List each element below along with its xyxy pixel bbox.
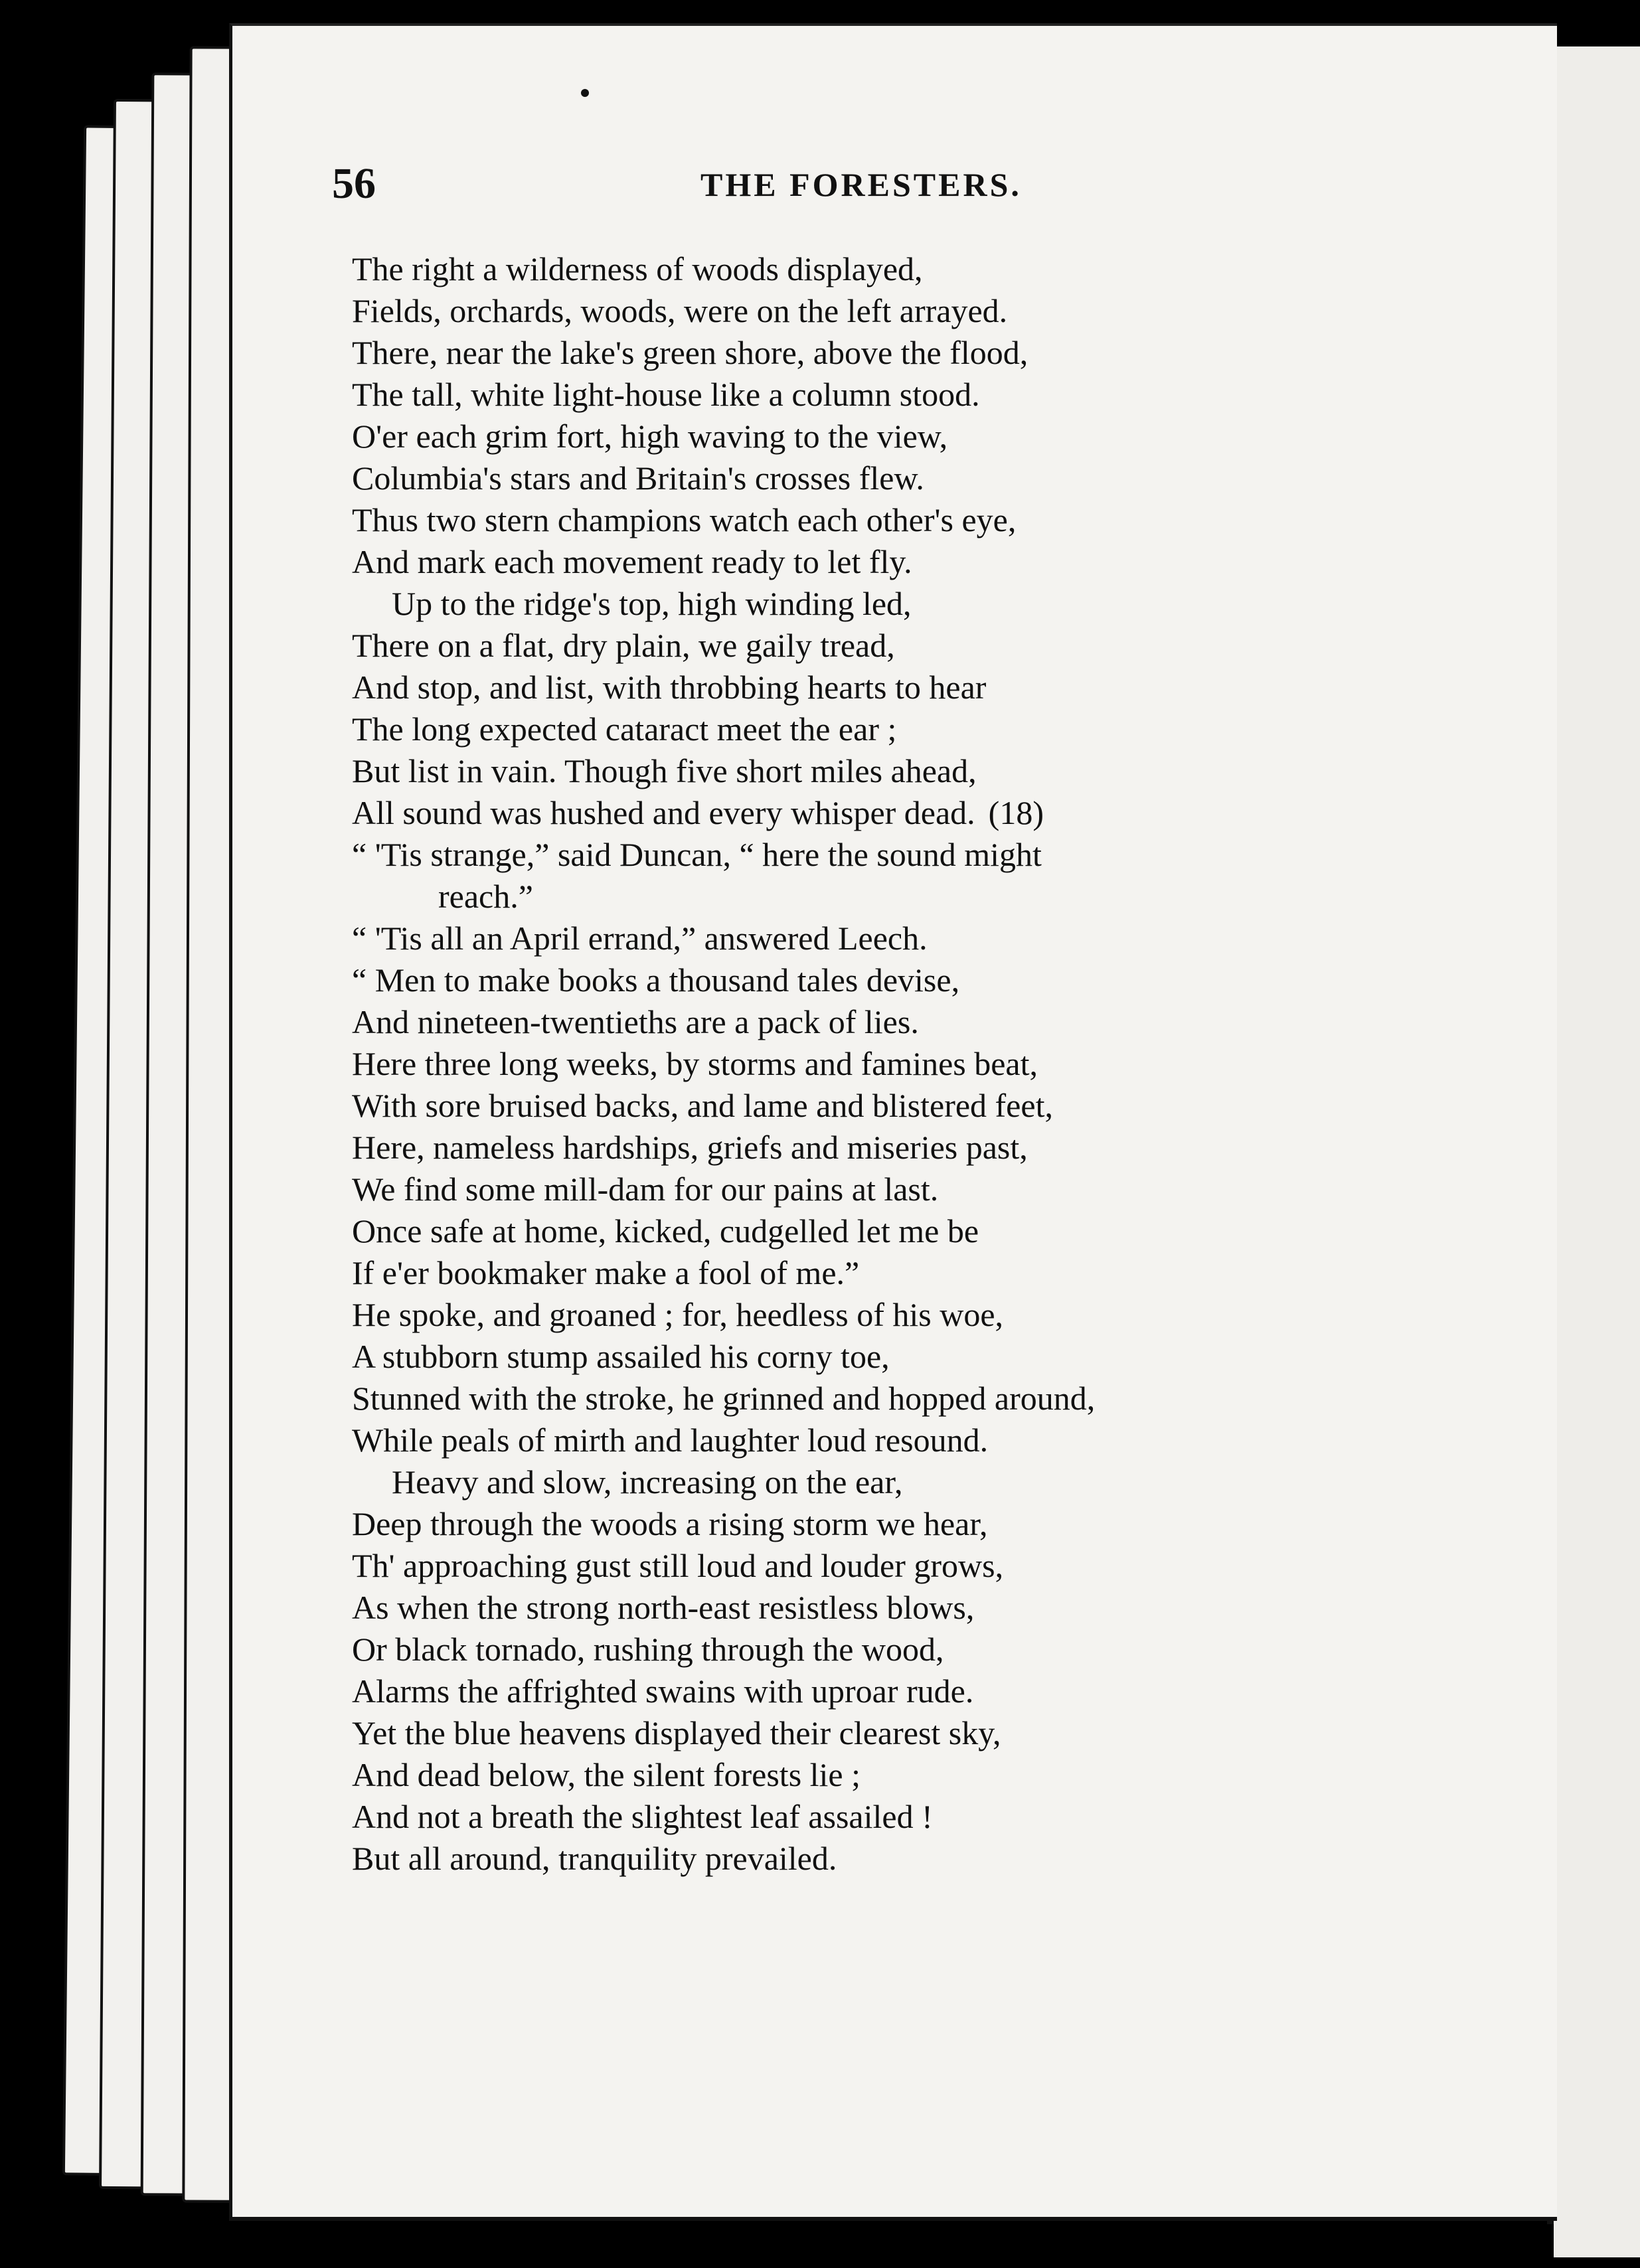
poem-line-text: Up to the ridge's top, high winding led, (392, 585, 912, 622)
poem-line-text: Deep through the woods a rising storm we hear, (352, 1505, 988, 1542)
poem-line-text: And stop, and list, with throbbing hearts to hear (352, 669, 987, 706)
poem-line (352, 667, 1481, 708)
poem-line (352, 332, 1481, 374)
poem-line (352, 1336, 1481, 1378)
poem-line (352, 1127, 1481, 1169)
poem-line (352, 1419, 1481, 1461)
poem-line (352, 792, 1481, 834)
poem-line (352, 1252, 1481, 1294)
facing-page-edge (1554, 46, 1640, 2257)
poem-line (352, 876, 1481, 918)
poem-line (352, 1545, 1481, 1587)
poem-line-text: With sore bruised backs, and lame and blistered feet, (352, 1087, 1053, 1124)
poem-line-text: And not a breath the slightest leaf assailed ! (352, 1798, 933, 1835)
poem-line (352, 583, 1481, 625)
running-title: THE FORESTERS. (700, 166, 1022, 203)
poem-line-text: And mark each movement ready to let fly. (352, 543, 912, 580)
poem-line-text: And dead below, the silent forests lie ; (352, 1756, 861, 1793)
poem-line (352, 625, 1481, 667)
poem-text (352, 248, 1481, 1880)
poem-line (352, 1503, 1481, 1545)
poem-line (352, 541, 1481, 583)
poem-line-text: O'er each grim fort, high waving to the view, (352, 418, 948, 455)
poem-line (352, 1796, 1481, 1838)
poem-line-text: Fields, orchards, woods, were on the left arrayed. (352, 292, 1008, 329)
poem-line (352, 248, 1481, 290)
ink-speck (581, 89, 589, 97)
poem-line-text: Here three long weeks, by storms and famines beat, (352, 1045, 1038, 1082)
poem-line-text: The tall, white light-house like a column stood. (352, 376, 980, 413)
poem-line-text: As when the strong north-east resistless blows, (352, 1589, 975, 1626)
poem-line-text: The long expected cataract meet the ear ; (352, 710, 897, 748)
poem-line (352, 1169, 1481, 1210)
poem-line-text: Columbia's stars and Britain's crosses flew. (352, 459, 924, 497)
poem-line-text: But all around, tranquility prevailed. (352, 1840, 837, 1877)
poem-line (352, 1461, 1481, 1503)
poem-line-text: He spoke, and groaned ; for, heedless of his woe, (352, 1296, 1004, 1333)
poem-line-text: We find some mill-dam for our pains at last. (352, 1171, 939, 1208)
footnote-reference: (18) (988, 794, 1044, 831)
poem-line (352, 1085, 1481, 1127)
poem-line-text: Alarms the affrighted swains with uproar rude. (352, 1672, 974, 1710)
poem-line (352, 1587, 1481, 1629)
poem-line-text: Heavy and slow, increasing on the ear, (392, 1463, 903, 1500)
poem-line (352, 750, 1481, 792)
poem-line-text: And nineteen-twentieths are a pack of lies. (352, 1003, 919, 1040)
poem-line (352, 1043, 1481, 1085)
poem-line-text: “ 'Tis strange,” said Duncan, “ here the sound might (352, 836, 1042, 873)
poem-line-text: But list in vain. Though five short miles ahead, (352, 752, 977, 789)
poem-line-text: “ 'Tis all an April errand,” answered Leech. (352, 920, 928, 957)
poem-line-text: A stubborn stump assailed his corny toe, (352, 1338, 890, 1375)
poem-line-text: The right a wilderness of woods displayed, (352, 250, 923, 287)
poem-line-text: Th' approaching gust still loud and louder grows, (352, 1547, 1004, 1584)
poem-line (352, 1670, 1481, 1712)
page-header (332, 159, 1461, 218)
poem-line-text: There on a flat, dry plain, we gaily tread, (352, 627, 895, 664)
poem-line (352, 1838, 1481, 1880)
poem-line-text: Stunned with the stroke, he grinned and hopped around, (352, 1380, 1096, 1417)
poem-line-text: All sound was hushed and every whisper dead. (352, 794, 975, 831)
poem-line (352, 1629, 1481, 1670)
poem-line (352, 290, 1481, 332)
poem-line-text: While peals of mirth and laughter loud resound. (352, 1421, 989, 1459)
poem-line-text: “ Men to make books a thousand tales devise, (352, 961, 960, 999)
poem-line-text: Or black tornado, rushing through the wood, (352, 1631, 944, 1668)
poem-line (352, 1754, 1481, 1796)
poem-line-text: If e'er bookmaker make a fool of me.” (352, 1254, 860, 1291)
poem-line (352, 959, 1481, 1001)
poem-line (352, 1712, 1481, 1754)
poem-line-text: Yet the blue heavens displayed their clearest sky, (352, 1714, 1001, 1751)
poem-line (352, 918, 1481, 959)
poem-line (352, 1378, 1481, 1419)
poem-line (352, 499, 1481, 541)
poem-line (352, 416, 1481, 457)
poem-line-text: Once safe at home, kicked, cudgelled let me be (352, 1212, 979, 1250)
poem-line (352, 457, 1481, 499)
poem-line-text: Thus two stern champions watch each other's eye, (352, 501, 1017, 538)
poem-line-text: reach.” (438, 878, 533, 915)
poem-line (352, 1001, 1481, 1043)
book-page (229, 23, 1557, 2221)
poem-line-text: Here, nameless hardships, griefs and miseries past, (352, 1129, 1028, 1166)
poem-line (352, 1210, 1481, 1252)
page-number: 56 (332, 159, 376, 208)
poem-line (352, 708, 1481, 750)
poem-line (352, 374, 1481, 416)
poem-line-text: There, near the lake's green shore, above the flood, (352, 334, 1028, 371)
poem-line (352, 1294, 1481, 1336)
poem-line (352, 834, 1481, 876)
